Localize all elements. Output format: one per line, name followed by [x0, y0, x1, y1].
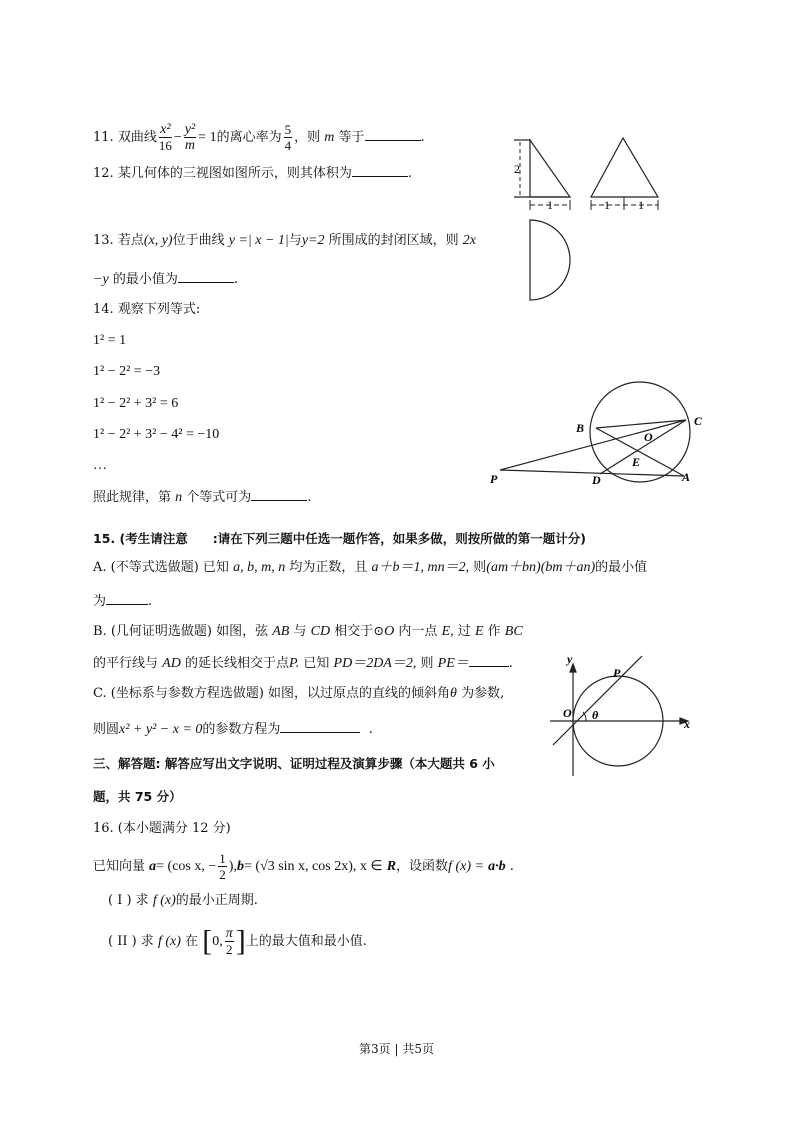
equation-2: 1² − 2² = −3 — [93, 364, 161, 379]
point: O — [384, 624, 395, 639]
q-text: 则圆 — [93, 722, 120, 737]
point: E, — [441, 624, 454, 639]
period: . — [233, 272, 238, 287]
period: . — [368, 722, 373, 737]
period: . — [508, 656, 513, 671]
question-15-header: 15. (考生请注意 :请在下列三题中任选一题作答，如果多做，则按所做的第一题计分) — [93, 531, 586, 546]
denominator: 16 — [158, 138, 172, 153]
q-text: 某几何体的三视图如图所示，则其体积为 — [117, 166, 352, 181]
q-text: 与 — [293, 624, 307, 639]
height-label: 2 — [514, 162, 520, 176]
q-text: 双曲线 — [117, 130, 157, 145]
equation: = 1 — [198, 130, 217, 145]
vector-a-def: = (cos x, − — [156, 859, 217, 874]
origin-label: O — [563, 706, 572, 720]
point-p-label: P — [613, 666, 621, 680]
equation-1: 1² = 1 — [93, 333, 127, 348]
x-axis-label: x — [684, 717, 690, 731]
equation-3: 1² − 2² + 3² = 6 — [93, 396, 179, 411]
variable: m — [324, 130, 335, 145]
operator: − — [173, 130, 182, 145]
q-text: 等于 — [338, 130, 365, 145]
point-c-label: C — [694, 414, 703, 428]
segment: AD — [162, 656, 181, 671]
condition: a＋b＝1, mn＝2, — [371, 560, 470, 575]
q-text: 过 — [457, 624, 471, 639]
numerator: 1 — [219, 851, 226, 866]
curve-equation: y =| x − 1| — [228, 233, 289, 248]
part-label: ( I ) 求 — [108, 893, 149, 908]
reals: R — [386, 859, 397, 874]
q-text: 个等式可为 — [186, 490, 252, 505]
point-o-label: O — [644, 430, 653, 444]
point-e-label: E — [632, 455, 641, 469]
q-text: 相交于⊙ — [334, 624, 385, 639]
q-text: 上的最大值和最小值. — [245, 934, 367, 949]
segment: CD — [310, 624, 331, 639]
q-text: 的离心率为 — [216, 130, 282, 145]
vector-a: a — [149, 859, 157, 874]
q-text: 的参数方程为 — [202, 722, 281, 737]
q-text: 已知向量 — [93, 859, 146, 874]
q-text: 的最小值 — [595, 560, 648, 575]
dot-product: a·b — [488, 859, 506, 874]
q-text: 内一点 — [398, 624, 438, 639]
q-text: 作 — [487, 624, 501, 639]
expression: (am＋bn)(bm＋an) — [486, 560, 596, 575]
point: (x, y) — [143, 233, 173, 248]
width-label: 1 — [604, 198, 610, 212]
circle-chord-figure — [500, 382, 690, 482]
period: . — [407, 166, 412, 181]
q-text: 的延长线相交于点 — [184, 656, 289, 671]
numerator: x² — [160, 122, 171, 137]
point: E — [474, 624, 484, 639]
numerator: π — [225, 926, 233, 941]
section-heading-cont: 题，共 75 分） — [93, 789, 182, 804]
period: . — [307, 490, 312, 505]
numerator: y² — [184, 122, 196, 137]
point-d-label: D — [592, 473, 601, 487]
circle-equation: x² + y² − x = 0 — [119, 722, 203, 737]
width-label: 1 — [638, 198, 644, 212]
expression: −y — [93, 272, 109, 287]
ellipsis: … — [93, 458, 107, 473]
q-text: 若点 — [117, 233, 144, 248]
q-number: 14. — [93, 302, 114, 317]
q-text: 已知 — [303, 656, 330, 671]
segment: AB — [272, 624, 290, 639]
line-equation: y=2 — [301, 233, 325, 248]
denominator: 2 — [219, 867, 226, 882]
condition: PD＝2DA＝2, — [333, 656, 417, 671]
expression: PE＝ — [437, 656, 469, 671]
theta: θ — [450, 686, 457, 701]
expression: 2x — [462, 233, 476, 248]
q-number: 12. — [93, 166, 114, 181]
period: . — [148, 594, 153, 609]
point-a-label: A — [682, 470, 691, 484]
paren: ), — [228, 859, 237, 874]
q-text: 为 — [93, 594, 107, 609]
page-footer: 第3页 | 共5页 — [359, 1042, 434, 1056]
q-number: 13. — [93, 233, 114, 248]
q-text: C. (坐标系与参数方程选做题) 如图，以过原点的直线的倾斜角 — [93, 686, 451, 701]
q-text: 则 — [420, 656, 434, 671]
q-text: 在 — [185, 934, 199, 949]
period: . — [420, 130, 425, 145]
part-label: ( II ) 求 — [108, 934, 154, 949]
interval-start: 0, — [212, 934, 223, 949]
segment: BC — [504, 624, 523, 639]
three-view-figure — [514, 138, 658, 300]
q-text: 的最小正周期. — [175, 893, 258, 908]
q-text: ，设函数 — [396, 859, 449, 874]
q-text: 照此规律，第 — [93, 490, 172, 505]
point-p-label: P — [490, 472, 498, 486]
theta-label: θ — [592, 708, 599, 722]
y-axis-label: y — [567, 652, 573, 666]
equation-4: 1² − 2² + 3² − 4² = −10 — [93, 427, 220, 442]
point-b-label: B — [576, 421, 585, 435]
q-text: 所围成的封闭区域，则 — [328, 233, 459, 248]
question-16-header: 16. (本小题满分 12 分) — [93, 821, 231, 836]
q-text: 与 — [288, 233, 302, 248]
q-text: A. (不等式选做题) 已知 — [93, 560, 229, 575]
variable: n — [175, 490, 183, 505]
denominator: 4 — [284, 138, 292, 153]
function: f (x) = — [448, 859, 484, 874]
vector-b: b — [236, 859, 244, 874]
q-text: 观察下列等式: — [117, 302, 201, 317]
bracket: ] — [235, 924, 246, 958]
q-text: ，则 — [294, 130, 321, 145]
vector-b-def: = (√3 sin x, cos 2x), x ∈ — [243, 859, 383, 874]
denominator: m — [184, 138, 196, 153]
numerator: 5 — [284, 122, 292, 137]
q-text: 均为正数，且 — [289, 560, 368, 575]
q-text: B. (几何证明选做题) 如图，弦 — [93, 624, 269, 639]
bracket: [ — [202, 924, 213, 958]
function: f (x) — [152, 893, 176, 908]
point: P. — [288, 656, 300, 671]
width-label: 1 — [547, 198, 553, 212]
q-text: 位于曲线 — [172, 233, 225, 248]
q-text: 的平行线与 — [93, 656, 159, 671]
function: f (x) — [157, 934, 181, 949]
q-text: 的最小值为 — [112, 272, 178, 287]
q-text: 为参数, — [461, 686, 505, 701]
period: . — [509, 859, 514, 874]
variables: a, b, m, n — [233, 560, 286, 575]
section-heading: 三、解答题: 解答应写出文字说明、证明过程及演算步骤（本大题共 6 小 — [93, 756, 495, 771]
q-text: 则 — [473, 560, 487, 575]
denominator: 2 — [225, 942, 233, 957]
q-number: 11. — [93, 130, 114, 145]
